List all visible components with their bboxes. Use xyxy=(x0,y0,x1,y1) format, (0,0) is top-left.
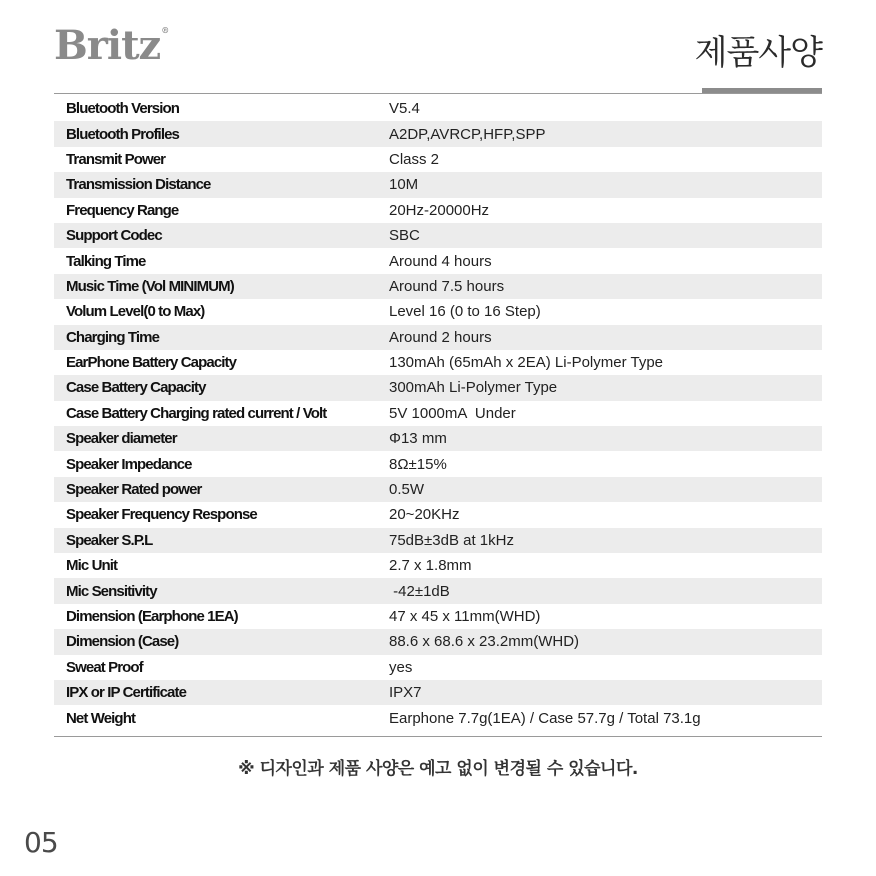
table-row xyxy=(54,401,822,426)
table-row xyxy=(54,477,822,502)
table-row xyxy=(54,223,822,248)
table-row xyxy=(54,680,822,705)
spec-value: Around 7.5 hours xyxy=(389,277,505,295)
table-row xyxy=(54,121,822,146)
table-row xyxy=(54,147,822,172)
spec-value: V5.4 xyxy=(389,100,420,118)
spec-value: 5V 1000mA Under xyxy=(389,404,516,422)
spec-label: Transmit Power xyxy=(66,150,166,168)
table-row xyxy=(54,248,822,273)
spec-value: Around 4 hours xyxy=(389,252,492,270)
table-row xyxy=(54,172,822,197)
spec-label: Speaker Frequency Response xyxy=(66,506,257,524)
table-row xyxy=(54,198,822,223)
spec-label: Speaker Impedance xyxy=(66,455,192,473)
table-row xyxy=(54,350,822,375)
page-title: 제품사양 xyxy=(694,33,822,73)
spec-value: 10M xyxy=(389,176,419,194)
britz-logo xyxy=(54,22,169,69)
spec-label: Speaker diameter xyxy=(66,430,177,448)
table-row xyxy=(54,299,822,324)
spec-label: Bluetooth Profiles xyxy=(66,125,179,143)
table-row xyxy=(54,274,822,299)
spec-value: 20Hz-20000Hz xyxy=(389,201,490,219)
spec-value: Earphone 7.7g(1EA) / Case 57.7g / Total 73.1g xyxy=(389,709,701,727)
table-row xyxy=(54,426,822,451)
table-top-rule xyxy=(54,93,822,94)
table-row xyxy=(54,96,822,121)
spec-label: Case Battery Capacity xyxy=(66,379,206,397)
change-notice: ※ 디자인과 제품 사양은 예고 없이 변경될 수 있습니다. xyxy=(238,759,638,779)
spec-value: 88.6 x 68.6 x 23.2mm(WHD) xyxy=(389,633,580,651)
table-row xyxy=(54,578,822,603)
spec-label: IPX or IP Certificate xyxy=(66,684,187,702)
spec-label: EarPhone Battery Capacity xyxy=(66,354,237,372)
spec-value: 75dB±3dB at 1kHz xyxy=(389,531,514,549)
spec-label: Bluetooth Version xyxy=(66,100,180,118)
page-number: 05 xyxy=(24,826,58,859)
spec-label: Mic Sensitivity xyxy=(66,582,157,600)
spec-value: IPX7 xyxy=(389,684,422,702)
spec-label: Talking Time xyxy=(66,252,146,270)
spec-label: Speaker S.P.L xyxy=(66,531,153,549)
table-row xyxy=(54,553,822,578)
spec-label: Net Weight xyxy=(66,709,136,727)
spec-label: Mic Unit xyxy=(66,557,118,575)
table-row xyxy=(54,451,822,476)
spec-value: A2DP,AVRCP,HFP,SPP xyxy=(389,125,546,143)
table-row xyxy=(54,705,822,730)
table-row xyxy=(54,528,822,553)
table-row xyxy=(54,604,822,629)
spec-table xyxy=(54,96,822,731)
spec-value: 0.5W xyxy=(389,481,425,499)
spec-label: Sweat Proof xyxy=(66,658,143,676)
table-row xyxy=(54,629,822,654)
spec-label: Case Battery Charging rated current / Volt xyxy=(66,404,327,422)
table-row xyxy=(54,502,822,527)
spec-value: 47 x 45 x 11mm(WHD) xyxy=(389,608,541,625)
spec-label: Music Time (Vol MINIMUM) xyxy=(66,277,234,295)
spec-value: 130mAh (65mAh x 2EA) Li-Polymer Type xyxy=(389,354,664,372)
spec-value: 8Ω±15% xyxy=(389,455,447,473)
spec-label: Frequency Range xyxy=(66,201,179,219)
spec-value: -42±1dB xyxy=(389,582,450,600)
spec-value: Class 2 xyxy=(389,150,440,168)
spec-value: Around 2 hours xyxy=(389,328,492,346)
spec-label: Volum Level(0 to Max) xyxy=(66,303,205,321)
table-row xyxy=(54,655,822,680)
spec-value: yes xyxy=(389,658,413,676)
table-bottom-rule xyxy=(54,736,822,737)
table-row xyxy=(54,325,822,350)
spec-value: SBC xyxy=(389,227,420,245)
spec-value: Φ13 mm xyxy=(389,430,447,448)
table-row xyxy=(54,375,822,400)
spec-label: Transmission Distance xyxy=(66,176,211,194)
spec-label: Dimension (Case) xyxy=(66,633,179,651)
spec-label: Charging Time xyxy=(66,328,160,346)
spec-value: 300mAh Li-Polymer Type xyxy=(389,379,558,397)
spec-label: Dimension (Earphone 1EA) xyxy=(66,608,238,625)
spec-label: Support Codec xyxy=(66,227,162,245)
logo-text: Britz xyxy=(54,22,161,69)
spec-label: Speaker Rated power xyxy=(66,481,202,499)
spec-value: 2.7 x 1.8mm xyxy=(389,557,472,575)
spec-value: Level 16 (0 to 16 Step) xyxy=(389,303,541,321)
registered-mark: ® xyxy=(161,25,169,35)
spec-value: 20~20KHz xyxy=(389,506,460,524)
